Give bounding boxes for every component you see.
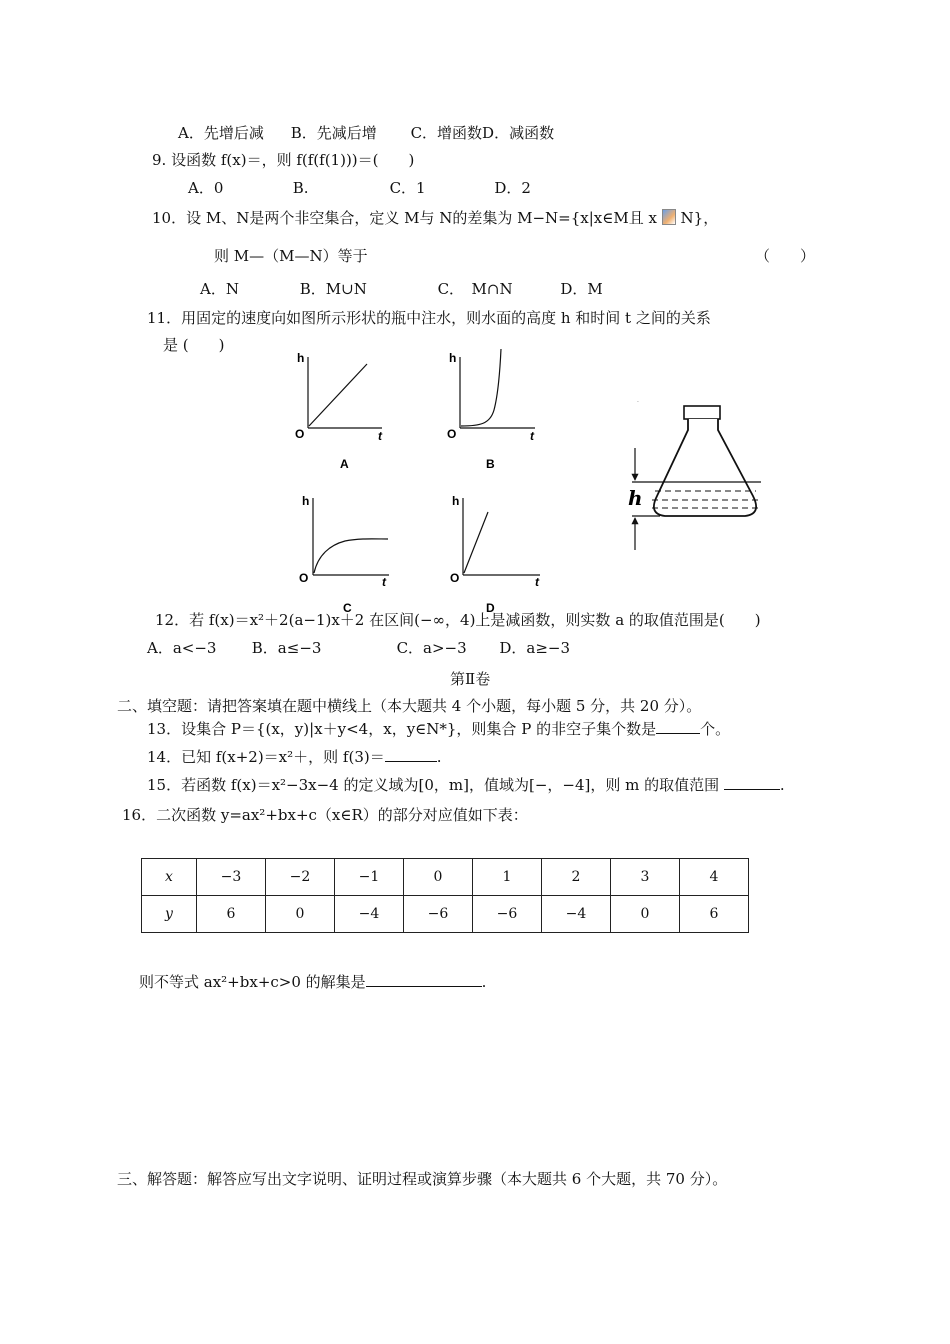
q14-suffix: . — [436, 748, 442, 766]
q15-text: 15．若函数 f(x)＝x²−3x−4 的定义域为[0，m]，值域为[−，−4]，则 m 的取值范围 — [147, 776, 720, 794]
table-cell: y — [142, 896, 197, 933]
flask-mark: . — [637, 397, 639, 404]
table-cell: 4 — [680, 859, 749, 896]
q16-value-table — [141, 858, 749, 933]
table-cell: 1 — [473, 859, 542, 896]
table-cell: −1 — [335, 859, 404, 896]
q12-option-c: C．a>−3 — [396, 639, 467, 657]
table-row-y — [142, 896, 749, 933]
table-cell: −4 — [335, 896, 404, 933]
q15 — [147, 773, 785, 795]
q9-options — [188, 178, 531, 198]
graph-b-curve — [461, 349, 501, 426]
q15-answer-blank[interactable] — [724, 773, 780, 790]
graph-b — [447, 349, 535, 471]
q16-answer-blank[interactable] — [366, 970, 482, 987]
table-cell: −3 — [197, 859, 266, 896]
q8-option-d: D．减函数 — [482, 124, 555, 142]
q8-option-c: C．增函数 — [410, 124, 483, 142]
q13 — [147, 717, 730, 739]
graph-b-h-label: h — [449, 351, 457, 365]
q10-line2: 则 M—（M—N）等于 — [214, 247, 368, 265]
table-cell: 0 — [266, 896, 335, 933]
table-cell: −4 — [542, 896, 611, 933]
q9-option-b: B. — [292, 179, 309, 197]
graph-b-origin: O — [447, 427, 457, 441]
q11-stem-line2: 是 ( ) — [163, 336, 225, 354]
q10-option-b: B．M∪N — [299, 280, 367, 298]
graph-d-origin: O — [450, 571, 460, 585]
table-cell: −2 — [266, 859, 335, 896]
flask-neck — [684, 406, 720, 419]
table-cell: 0 — [611, 896, 680, 933]
section3-intro: 三、解答题：解答应写出文字说明、证明过程或演算步骤（本大题共 6 个大题，共 70 分）。 — [117, 1170, 728, 1188]
graph-a-t-label: t — [378, 429, 382, 443]
q13-answer-blank[interactable] — [656, 717, 700, 734]
q12-option-b: B．a≤−3 — [251, 639, 322, 657]
graph-d-h-label: h — [452, 494, 460, 508]
q13-text: 13．设集合 P＝{(x，y)|x＋y<4，x，y∈N*}，则集合 P 的非空子集个数是 — [147, 720, 657, 738]
q16-after-text: 则不等式 ax²+bx+c>0 的解集是 — [139, 973, 366, 991]
table-cell: 6 — [680, 896, 749, 933]
graph-b-t-label: t — [530, 429, 534, 443]
graph-a-caption: A — [340, 457, 349, 471]
q9-stem: 9. 设函数 f(x)＝，则 f(f(f(1)))＝( ) — [152, 151, 415, 169]
q14 — [147, 745, 442, 767]
graph-c-caption: C — [343, 601, 352, 615]
q10-stem — [152, 208, 718, 228]
flask-diagram — [628, 397, 761, 550]
q10-stem-text: 10．设 M、N是两个非空集合，定义 M与 N的差集为 M−N={x|x∈M且 x — [152, 209, 657, 227]
not-in-symbol-image — [662, 209, 676, 225]
graph-c-origin: O — [299, 571, 309, 585]
graph-c-h-label: h — [302, 494, 310, 508]
q12-options — [147, 638, 570, 658]
q16-inequality — [139, 970, 486, 992]
table-cell: −6 — [404, 896, 473, 933]
q12-stem: 12．若 f(x)＝x²＋2(a−1)x＋2 在区间(−∞，4)上是减函数，则实数 a 的取值范围是( ) — [155, 611, 761, 629]
q11-stem-line1: 11．用固定的速度向如图所示形状的瓶中注水，则水面的高度 h 和时间 t 之间的关系 — [147, 309, 711, 327]
graph-a-curve — [309, 364, 367, 426]
graph-c — [299, 494, 389, 615]
table-cell: −6 — [473, 896, 542, 933]
q10-option-d: D．M — [560, 280, 603, 298]
table-cell: 3 — [611, 859, 680, 896]
q10-option-c: C． M∩N — [437, 280, 513, 298]
graph-b-caption: B — [486, 457, 495, 471]
table-cell: x — [142, 859, 197, 896]
graph-c-curve — [314, 539, 388, 573]
table-cell: 2 — [542, 859, 611, 896]
q8-option-a: A．先增后减 — [178, 124, 264, 142]
q9-option-c: C．1 — [389, 179, 426, 197]
flask-h-label: h — [628, 486, 643, 510]
graph-a-origin: O — [295, 427, 305, 441]
q8-options — [178, 123, 554, 143]
q15-suffix: . — [779, 776, 785, 794]
graph-a — [295, 351, 383, 471]
graph-d-t-label: t — [535, 575, 539, 589]
table-cell: 0 — [404, 859, 473, 896]
table-row-x — [142, 859, 749, 896]
q9-option-a: A．0 — [188, 179, 224, 197]
table-cell: 6 — [197, 896, 266, 933]
q10-stem-end: N}， — [680, 209, 719, 227]
graph-c-t-label: t — [382, 575, 386, 589]
q9-option-d: D．2 — [494, 179, 531, 197]
q14-text: 14．已知 f(x+2)＝x²＋，则 f(3)＝ — [147, 748, 385, 766]
q16-after-suffix: . — [481, 973, 487, 991]
graph-a-h-label: h — [297, 351, 305, 365]
q14-answer-blank[interactable] — [385, 745, 437, 762]
q8-option-b: B．先减后增 — [290, 124, 377, 142]
section2-intro: 二、填空题：请把答案填在题中横线上（本大题共 4 个小题，每小题 5 分，共 20 分）。 — [117, 697, 702, 715]
section2-title: 第Ⅱ卷 — [450, 670, 491, 688]
graph-d-curve — [464, 512, 488, 573]
q10-option-a: A．N — [200, 280, 239, 298]
graph-d — [450, 494, 540, 615]
q16-stem: 16．二次函数 y=ax²+bx+c（x∈R）的部分对应值如下表： — [122, 806, 528, 824]
flask-body — [654, 419, 756, 516]
graph-d-caption: D — [486, 601, 495, 615]
q13-suffix: 个。 — [700, 720, 731, 738]
q12-option-d: D．a≥−3 — [499, 639, 570, 657]
q10-paren: （ ） — [755, 247, 816, 265]
q10-options — [200, 279, 603, 299]
q12-option-a: A．a<−3 — [147, 639, 217, 657]
